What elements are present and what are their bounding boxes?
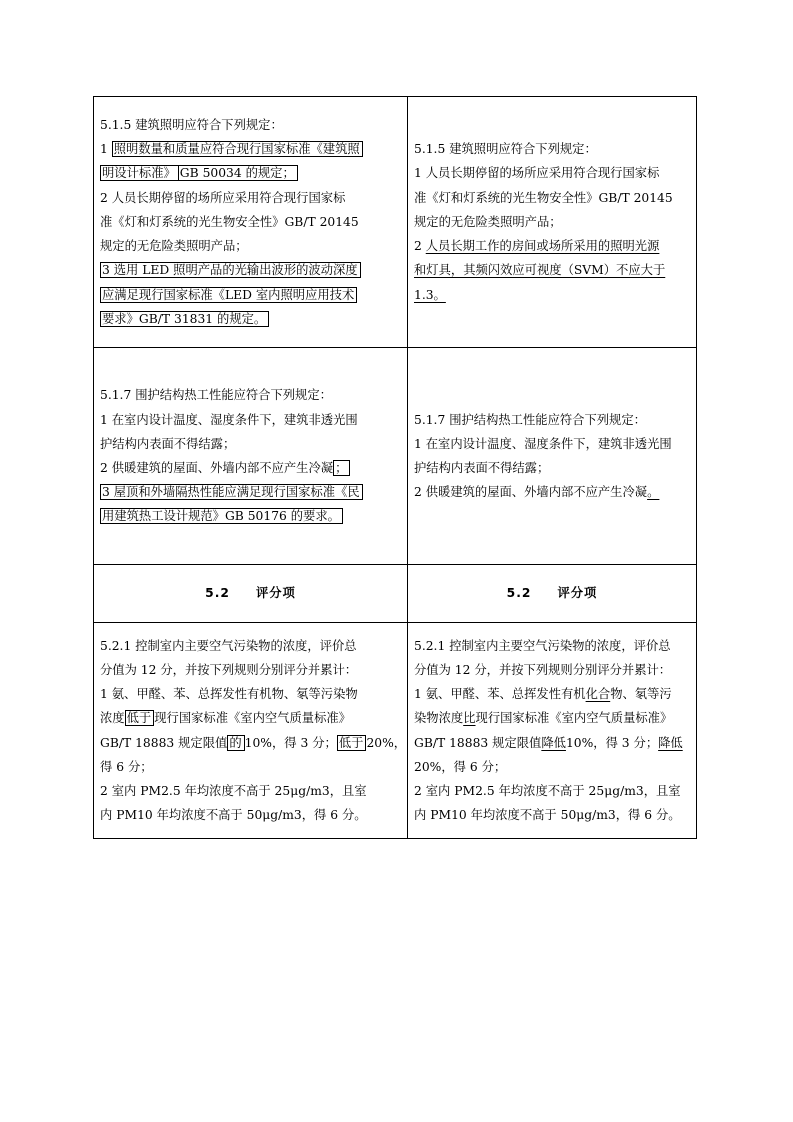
item-2-line-1: 2 人员长期工作的房间或场所采用的照明光源 (414, 239, 660, 254)
cell-right-5-2-1 (408, 623, 697, 839)
clause-line-1: 5.2.1 控制室内主要空气污染物的浓度，评价总 (100, 638, 357, 653)
clause-line-7: 2 室内 PM2.5 年均浓度不高于 25μg/m3，且室 (100, 783, 367, 798)
item-2-line-2: 和灯具，其频闪效应可视度（SVM）不应大于 (414, 263, 666, 278)
row-5-2-1 (94, 623, 697, 839)
clause-line-7: 2 室内 PM2.5 年均浓度不高于 25μg/m3，且室 (414, 783, 681, 798)
cell-right-5-1-5 (408, 97, 697, 348)
item-3-line-1: 3 屋顶和外墙隔热性能应满足现行国家标准《民 (100, 480, 401, 504)
clause-title: 5.1.7 围护结构热工性能应符合下列规定： (100, 388, 332, 403)
clause-title: 5.1.5 建筑照明应符合下列规定： (100, 118, 283, 133)
item-3-line-1: 3 选用 LED 照明产品的光输出波形的波动深度 (100, 258, 401, 282)
item-1-line-1: 1 在室内设计温度、湿度条件下，建筑非透光围 (100, 412, 358, 427)
cell-left-5-1-7 (94, 348, 408, 565)
item-1-line-1: 1 在室内设计温度、湿度条件下，建筑非透光围 (414, 436, 672, 451)
clause-line-8: 内 PM10 年均浓度不高于 50μg/m3，得 6 分。 (100, 808, 367, 823)
row-5-2-header (94, 565, 697, 623)
clause-title: 5.1.5 建筑照明应符合下列规定： (414, 142, 597, 157)
row-5-1-5 (94, 97, 697, 348)
item-3-line-3: 要求》GB/T 31831 的规定。 (100, 307, 401, 331)
clause-line-3: 1 氨、甲醛、苯、总挥发性有机物、氡等污染物 (100, 687, 358, 702)
item-1-line-2: 护结构内表面不得结露； (414, 461, 550, 475)
item-2-line-1: 2 供暖建筑的屋面、外墙内部不应产生冷凝。 (414, 485, 660, 500)
item-1-line-2: 准《灯和灯系统的光生物安全性》GB/T 20145 (414, 190, 673, 205)
section-number: 5.2 (506, 586, 532, 601)
row-5-1-7 (94, 348, 697, 565)
clause-line-5: GB/T 18883 规定限值 的 10%，得 3 分； 低于 20%， (100, 735, 407, 750)
item-2-line-1: 2 人员长期停留的场所应采用符合现行国家标 (100, 190, 346, 205)
item-3-line-2: 用建筑热工设计规范》GB 50176 的要求。 (100, 504, 401, 528)
item-1-line-2: 护结构内表面不得结露； (100, 436, 236, 451)
clause-title: 5.1.7 围护结构热工性能应符合下列规定： (414, 412, 646, 427)
clause-line-5: GB/T 18883 规定限值降低10%，得 3 分；降低 (414, 735, 683, 750)
clause-line-2: 分值为 12 分，并按下列规则分别评分并累计： (414, 662, 672, 677)
clause-line-4: 浓度 低于 现行国家标准《室内空气质量标准》 (100, 711, 351, 726)
comparison-table (93, 96, 697, 839)
clause-line-3: 1 氨、甲醛、苯、总挥发性有机化合物、氡等污 (414, 687, 672, 702)
section-title: 评分项 (255, 586, 296, 601)
clause-line-6: 20%，得 6 分； (414, 759, 507, 774)
section-number: 5.2 (205, 586, 230, 601)
item-1-line-2: 明设计标准》 GB 50034 的规定； (100, 161, 401, 185)
item-2-line-3: 规定的无危险类照明产品； (100, 239, 248, 254)
cell-right-5-1-7 (408, 348, 697, 565)
item-1-line-1: 1 照明数量和质量应符合现行国家标准《建筑照 (100, 137, 401, 161)
item-1-line-3: 规定的无危险类照明产品； (414, 214, 562, 229)
clause-line-8: 内 PM10 年均浓度不高于 50μg/m3，得 6 分。 (414, 808, 681, 823)
item-1-line-1: 1 人员长期停留的场所应采用符合现行国家标 (414, 166, 660, 181)
item-2-line-3: 1.3。 (414, 287, 446, 302)
clause-line-6: 得 6 分； (100, 759, 153, 774)
section-title: 评分项 (557, 586, 598, 601)
clause-line-1: 5.2.1 控制室内主要空气污染物的浓度，评价总 (414, 638, 671, 653)
cell-left-5-1-5 (94, 97, 408, 348)
clause-line-2: 分值为 12 分，并按下列规则分别评分并累计： (100, 662, 358, 677)
item-2-line-2: 准《灯和灯系统的光生物安全性》GB/T 20145 (100, 214, 359, 229)
cell-right-section-header (408, 565, 697, 623)
cell-left-section-header (94, 565, 408, 623)
clause-line-4: 染物浓度比现行国家标准《室内空气质量标准》 (414, 711, 673, 726)
item-3-line-2: 应满足现行国家标准《LED 室内照明应用技术 (100, 283, 401, 307)
cell-left-5-2-1 (94, 623, 408, 839)
item-2-line-1: 2 供暖建筑的屋面、外墙内部不应产生冷凝 ； (100, 456, 401, 480)
